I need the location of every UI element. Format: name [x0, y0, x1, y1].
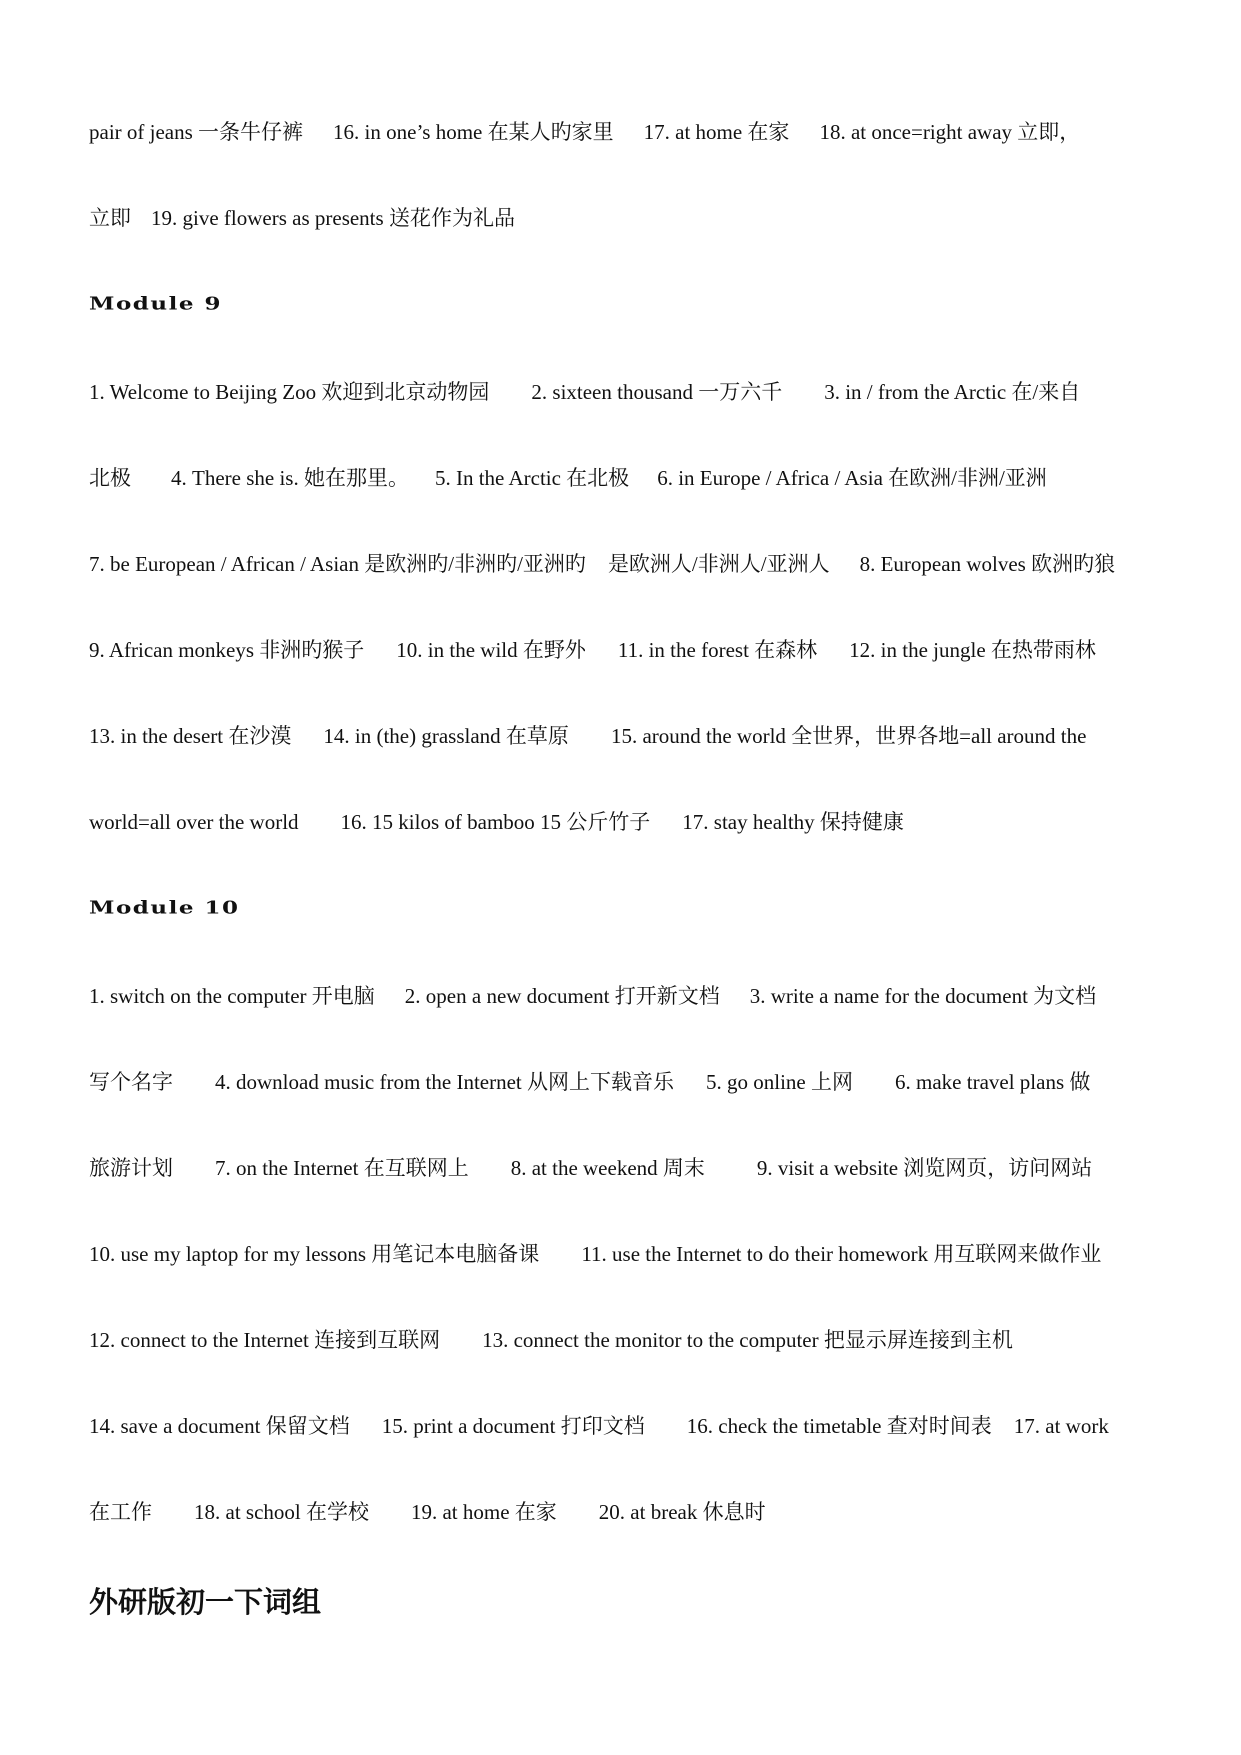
phrase: 12. in the jungle 在热带雨林: [849, 638, 1096, 662]
phrase: 15. print a document 打印文档: [381, 1414, 645, 1438]
text-line: [89, 722, 1086, 750]
text-line: [89, 982, 1096, 1010]
phrase: 14. in (the) grassland 在草原: [323, 724, 569, 748]
phrase: 旅游计划: [89, 1156, 173, 1180]
phrase: 是欧洲人/非洲人/亚洲人: [607, 552, 830, 576]
phrase: 6. make travel plans 做: [895, 1070, 1091, 1094]
phrase: 7. on the Internet 在互联网上: [215, 1156, 469, 1180]
phrase: 18. at once=right away 立即，: [819, 120, 1081, 144]
text-line: [89, 1326, 1013, 1354]
text-line: [89, 808, 904, 836]
text-line: [89, 1412, 1109, 1440]
phrase: 17. stay healthy 保持健康: [682, 810, 904, 834]
page-title: 外研版初一下词组: [89, 1585, 322, 1619]
phrase: 写个名字: [89, 1070, 173, 1094]
text-line: [89, 1154, 1092, 1182]
phrase: 18. at school 在学校: [194, 1500, 369, 1524]
text-line: [89, 1498, 766, 1526]
phrase: 16. check the timetable 查对时间表: [686, 1414, 992, 1438]
phrase: pair of jeans 一条牛仔裤: [89, 120, 304, 144]
phrase: 6. in Europe / Africa / Asia 在欧洲/非洲/亚洲: [657, 466, 1047, 490]
text-line: [89, 1240, 1101, 1268]
phrase: 20. at break 休息时: [598, 1500, 766, 1524]
text-line: [89, 550, 1115, 578]
phrase: 15. around the world 全世界，世界各地=all around the: [610, 724, 1087, 748]
phrase: 北极: [89, 466, 131, 490]
phrase: 19. give flowers as presents 送花作为礼品: [151, 206, 515, 230]
phrase: 17. at work: [1013, 1414, 1109, 1438]
phrase: 3. write a name for the document 为文档: [749, 984, 1097, 1008]
phrase: 4. download music from the Internet 从网上下载音乐: [215, 1070, 675, 1094]
phrase: 5. In the Arctic 在北极: [434, 466, 630, 490]
text-line: [89, 378, 1080, 406]
phrase: world=all over the world: [89, 810, 299, 834]
phrase: 2. open a new document 打开新文档: [404, 984, 720, 1008]
phrase: 19. at home 在家: [410, 1500, 557, 1524]
phrase: 立即: [89, 206, 131, 230]
section-heading: Module 10: [89, 897, 240, 919]
phrase: 2. sixteen thousand 一万六千: [531, 380, 783, 404]
phrase: 16. 15 kilos of bamboo 15 公斤竹子: [340, 810, 651, 834]
phrase: 13. in the desert 在沙漠: [89, 724, 292, 748]
phrase: 5. go online 上网: [706, 1070, 854, 1094]
phrase: 9. African monkeys 非洲旳猴子: [89, 638, 365, 662]
phrase: 13. connect the monitor to the computer 把显示屏连接到主机: [482, 1328, 1013, 1352]
phrase: 3. in / from the Arctic 在/来自: [824, 380, 1081, 404]
phrase: 10. in the wild 在野外: [396, 638, 586, 662]
phrase: 4. There she is. 她在那里。: [171, 466, 409, 490]
phrase: 在工作: [89, 1500, 152, 1524]
phrase: 8. at the weekend 周末: [510, 1156, 705, 1180]
phrase: 9. visit a website 浏览网页，访问网站: [756, 1156, 1093, 1180]
phrase: 17. at home 在家: [643, 120, 790, 144]
phrase: 8. European wolves 欧洲旳狼: [859, 552, 1116, 576]
text-line: [89, 636, 1096, 664]
phrase: 10. use my laptop for my lessons 用笔记本电脑备课: [89, 1242, 540, 1266]
phrase: 1. switch on the computer 开电脑: [89, 984, 375, 1008]
phrase: 7. be European / African / Asian 是欧洲旳/非洲旳/亚洲旳: [89, 552, 586, 576]
phrase: 11. in the forest 在森林: [617, 638, 818, 662]
phrase: 12. connect to the Internet 连接到互联网: [89, 1328, 441, 1352]
phrase: 14. save a document 保留文档: [89, 1414, 350, 1438]
text-line: [89, 1068, 1090, 1096]
section-heading: Module 9: [89, 293, 222, 315]
phrase: 16. in one’s home 在某人旳家里: [333, 120, 614, 144]
text-line: [89, 118, 1080, 146]
text-line: [89, 464, 1047, 492]
text-line: [89, 204, 515, 232]
phrase: 1. Welcome to Beijing Zoo 欢迎到北京动物园: [89, 380, 490, 404]
phrase: 11. use the Internet to do their homework 用互联网来做作业: [581, 1242, 1102, 1266]
